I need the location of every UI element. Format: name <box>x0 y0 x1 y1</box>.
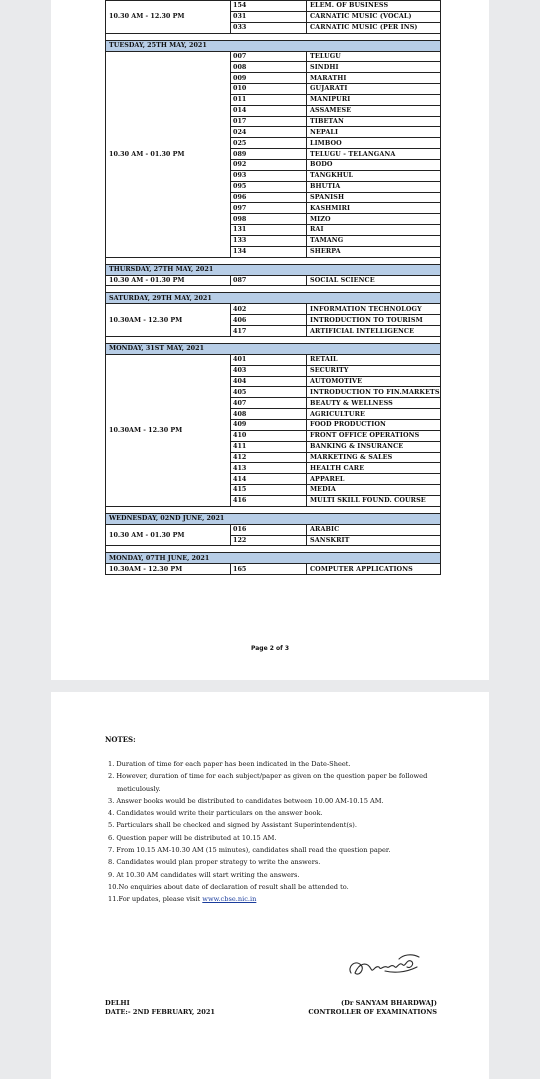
subject-code: 087 <box>231 275 307 286</box>
subject-code: 122 <box>231 535 307 546</box>
subject-name: MEDIA <box>307 485 441 496</box>
subject-code: 089 <box>231 149 307 160</box>
subject-code: 414 <box>231 474 307 485</box>
subject-code: 402 <box>231 304 307 315</box>
subject-name: ARTIFICIAL INTELLIGENCE <box>307 326 441 337</box>
subject-code: 406 <box>231 315 307 326</box>
subject-code: 407 <box>231 398 307 409</box>
subject-code: 097 <box>231 203 307 214</box>
time-slot: 10.30AM - 12.30 PM <box>106 564 231 575</box>
date-sheet-page-2 <box>51 0 489 680</box>
subject-name: APPAREL <box>307 474 441 485</box>
day-header-row <box>106 513 441 524</box>
gap-cell <box>106 286 441 293</box>
time-slot: 10.30AM - 12.30 PM <box>106 354 231 506</box>
subject-code: 405 <box>231 387 307 398</box>
subject-code: 033 <box>231 22 307 33</box>
subject-code: 031 <box>231 11 307 22</box>
table-row <box>106 304 441 315</box>
note-item: 6. Question paper will be distributed at 10.15 AM. <box>108 833 277 842</box>
page-number: Page 2 of 3 <box>251 645 289 652</box>
subject-code: 095 <box>231 181 307 192</box>
subject-name: RETAIL <box>307 354 441 365</box>
subject-name: SOCIAL SCIENCE <box>307 275 441 286</box>
subject-code: 096 <box>231 192 307 203</box>
subject-name: BANKING & INSURANCE <box>307 441 441 452</box>
day-header-row <box>106 40 441 51</box>
time-slot: 10.30 AM - 01.30 PM <box>106 275 231 286</box>
subject-code: 408 <box>231 409 307 420</box>
subject-name: INTRODUCTION TO TOURISM <box>307 315 441 326</box>
gap-cell <box>106 546 441 553</box>
table-row <box>106 1 441 12</box>
subject-code: 413 <box>231 463 307 474</box>
note-item: 10.No enquiries about date of declaration of result shall be attended to. <box>108 882 349 891</box>
subject-code: 404 <box>231 376 307 387</box>
subject-code: 415 <box>231 485 307 496</box>
notes-list <box>108 758 448 906</box>
subject-name: TAMANG <box>307 235 441 246</box>
subject-name: COMPUTER APPLICATIONS <box>307 564 441 575</box>
section-gap <box>106 546 441 553</box>
note-item: 7. From 10.15 AM-10.30 AM (15 minutes), candidates shall read the question paper. <box>108 846 391 855</box>
subject-code: 008 <box>231 62 307 73</box>
time-slot: 10.30AM - 12.30 PM <box>106 304 231 337</box>
gap-cell <box>106 506 441 513</box>
subject-name: MARATHI <box>307 73 441 84</box>
subject-code: 134 <box>231 246 307 257</box>
subject-name: INFORMATION TECHNOLOGY <box>307 304 441 315</box>
subject-code: 165 <box>231 564 307 575</box>
time-slot: 10.30 AM - 01.30 PM <box>106 51 231 257</box>
issue-date: DATE:- 2ND FEBRUARY, 2021 <box>105 1007 215 1016</box>
day-header-row <box>106 293 441 304</box>
time-slot: 10.30 AM - 01.30 PM <box>106 524 231 546</box>
notes-title: NOTES: <box>105 735 136 744</box>
subject-name: SINDHI <box>307 62 441 73</box>
subject-code: 416 <box>231 495 307 506</box>
table-row <box>106 275 441 286</box>
subject-code: 098 <box>231 214 307 225</box>
subject-code: 016 <box>231 524 307 535</box>
note-item: 3. Answer books would be distributed to candidates between 10.00 AM-10.15 AM. <box>108 796 384 805</box>
note-item: 9. At 10.30 AM candidates will start writing the answers. <box>108 870 300 879</box>
subject-code: 401 <box>231 354 307 365</box>
subject-name: ELEM. OF BUSINESS <box>307 1 441 12</box>
subject-name: SECURITY <box>307 365 441 376</box>
section-gap <box>106 506 441 513</box>
subject-name: RAI <box>307 225 441 236</box>
subject-name: MIZO <box>307 214 441 225</box>
cbse-website-link[interactable]: www.cbse.nic.in <box>202 895 257 904</box>
subject-name: TANGKHUL <box>307 170 441 181</box>
subject-code: 025 <box>231 138 307 149</box>
day-header-row <box>106 264 441 275</box>
day-header-row <box>106 553 441 564</box>
subject-name: TELUGU <box>307 51 441 62</box>
table-row <box>106 524 441 535</box>
subject-name: SHERPA <box>307 246 441 257</box>
subject-code: 017 <box>231 116 307 127</box>
subject-name: SPANISH <box>307 192 441 203</box>
note-item: 11.For updates, please visit www.cbse.nic.in <box>108 895 257 904</box>
subject-name: TELUGU - TELANGANA <box>307 149 441 160</box>
subject-name: HEALTH CARE <box>307 463 441 474</box>
subject-name: NEPALI <box>307 127 441 138</box>
signatory-name: (Dr SANYAM BHARDWAJ) <box>341 999 437 1007</box>
exam-schedule-table <box>105 0 441 575</box>
subject-code: 024 <box>231 127 307 138</box>
gap-cell <box>106 33 441 40</box>
subject-name: KASHMIRI <box>307 203 441 214</box>
subject-code: 093 <box>231 170 307 181</box>
table-row <box>106 564 441 575</box>
note-item: 1. Duration of time for each paper has been indicated in the Date-Sheet. <box>108 760 351 768</box>
subject-code: 133 <box>231 235 307 246</box>
subject-name: AGRICULTURE <box>307 409 441 420</box>
day-header: SATURDAY, 29TH MAY, 2021 <box>106 293 441 304</box>
subject-code: 009 <box>231 73 307 84</box>
subject-name: SANSKRIT <box>307 535 441 546</box>
day-header: MONDAY, 31ST MAY, 2021 <box>106 343 441 354</box>
signatory-title: CONTROLLER OF EXAMINATIONS <box>308 1007 437 1016</box>
subject-code: 409 <box>231 420 307 431</box>
day-header: THURSDAY, 27TH MAY, 2021 <box>106 264 441 275</box>
subject-name: FRONT OFFICE OPERATIONS <box>307 430 441 441</box>
gap-cell <box>106 336 441 343</box>
subject-code: 411 <box>231 441 307 452</box>
subject-name: MANIPURI <box>307 94 441 105</box>
section-gap <box>106 257 441 264</box>
subject-name: ASSAMESE <box>307 105 441 116</box>
subject-name: CARNATIC MUSIC (PER INS) <box>307 22 441 33</box>
day-header: MONDAY, 07TH JUNE, 2021 <box>106 553 441 564</box>
note-item: 5. Particulars shall be checked and signed by Assistant Superintendent(s). <box>108 821 357 830</box>
footer-right <box>294 999 437 1016</box>
footer-left <box>105 999 215 1016</box>
table-row <box>106 51 441 62</box>
section-gap <box>106 336 441 343</box>
subject-name: LIMBOO <box>307 138 441 149</box>
note-item: 4. Candidates would write their particulars on the answer book. <box>108 809 323 818</box>
subject-name: MARKETING & SALES <box>307 452 441 463</box>
subject-name: ARABIC <box>307 524 441 535</box>
subject-code: 131 <box>231 225 307 236</box>
subject-code: 412 <box>231 452 307 463</box>
subject-code: 011 <box>231 94 307 105</box>
subject-name: INTRODUCTION TO FIN.MARKETS <box>307 387 441 398</box>
section-gap <box>106 286 441 293</box>
subject-name: GUJARATI <box>307 84 441 95</box>
subject-name: CARNATIC MUSIC (VOCAL) <box>307 11 441 22</box>
time-slot: 10.30 AM - 12.30 PM <box>106 1 231 34</box>
subject-name: FOOD PRODUCTION <box>307 420 441 431</box>
table-row <box>106 354 441 365</box>
note-item: 2. However, duration of time for each subject/paper as given on the question paper be followed meticulously. <box>108 772 428 793</box>
subject-name: BEAUTY & WELLNESS <box>307 398 441 409</box>
day-header: WEDNESDAY, 02ND JUNE, 2021 <box>106 513 441 524</box>
subject-code: 007 <box>231 51 307 62</box>
place: DELHI <box>105 999 130 1007</box>
subject-name: AUTOMOTIVE <box>307 376 441 387</box>
subject-code: 154 <box>231 1 307 12</box>
day-header: TUESDAY, 25TH MAY, 2021 <box>106 40 441 51</box>
subject-code: 092 <box>231 159 307 170</box>
subject-name: TIBETAN <box>307 116 441 127</box>
section-gap <box>106 33 441 40</box>
subject-name: BODO <box>307 159 441 170</box>
note-item: 8. Candidates would plan proper strategy to write the answers. <box>108 858 321 867</box>
gap-cell <box>106 257 441 264</box>
subject-code: 417 <box>231 326 307 337</box>
subject-code: 403 <box>231 365 307 376</box>
date-sheet-page-3 <box>51 692 489 1079</box>
signature-icon <box>341 947 431 987</box>
subject-code: 010 <box>231 84 307 95</box>
subject-code: 410 <box>231 430 307 441</box>
subject-code: 014 <box>231 105 307 116</box>
day-header-row <box>106 343 441 354</box>
subject-name: BHUTIA <box>307 181 441 192</box>
subject-name: MULTI SKILL FOUND. COURSE <box>307 495 441 506</box>
